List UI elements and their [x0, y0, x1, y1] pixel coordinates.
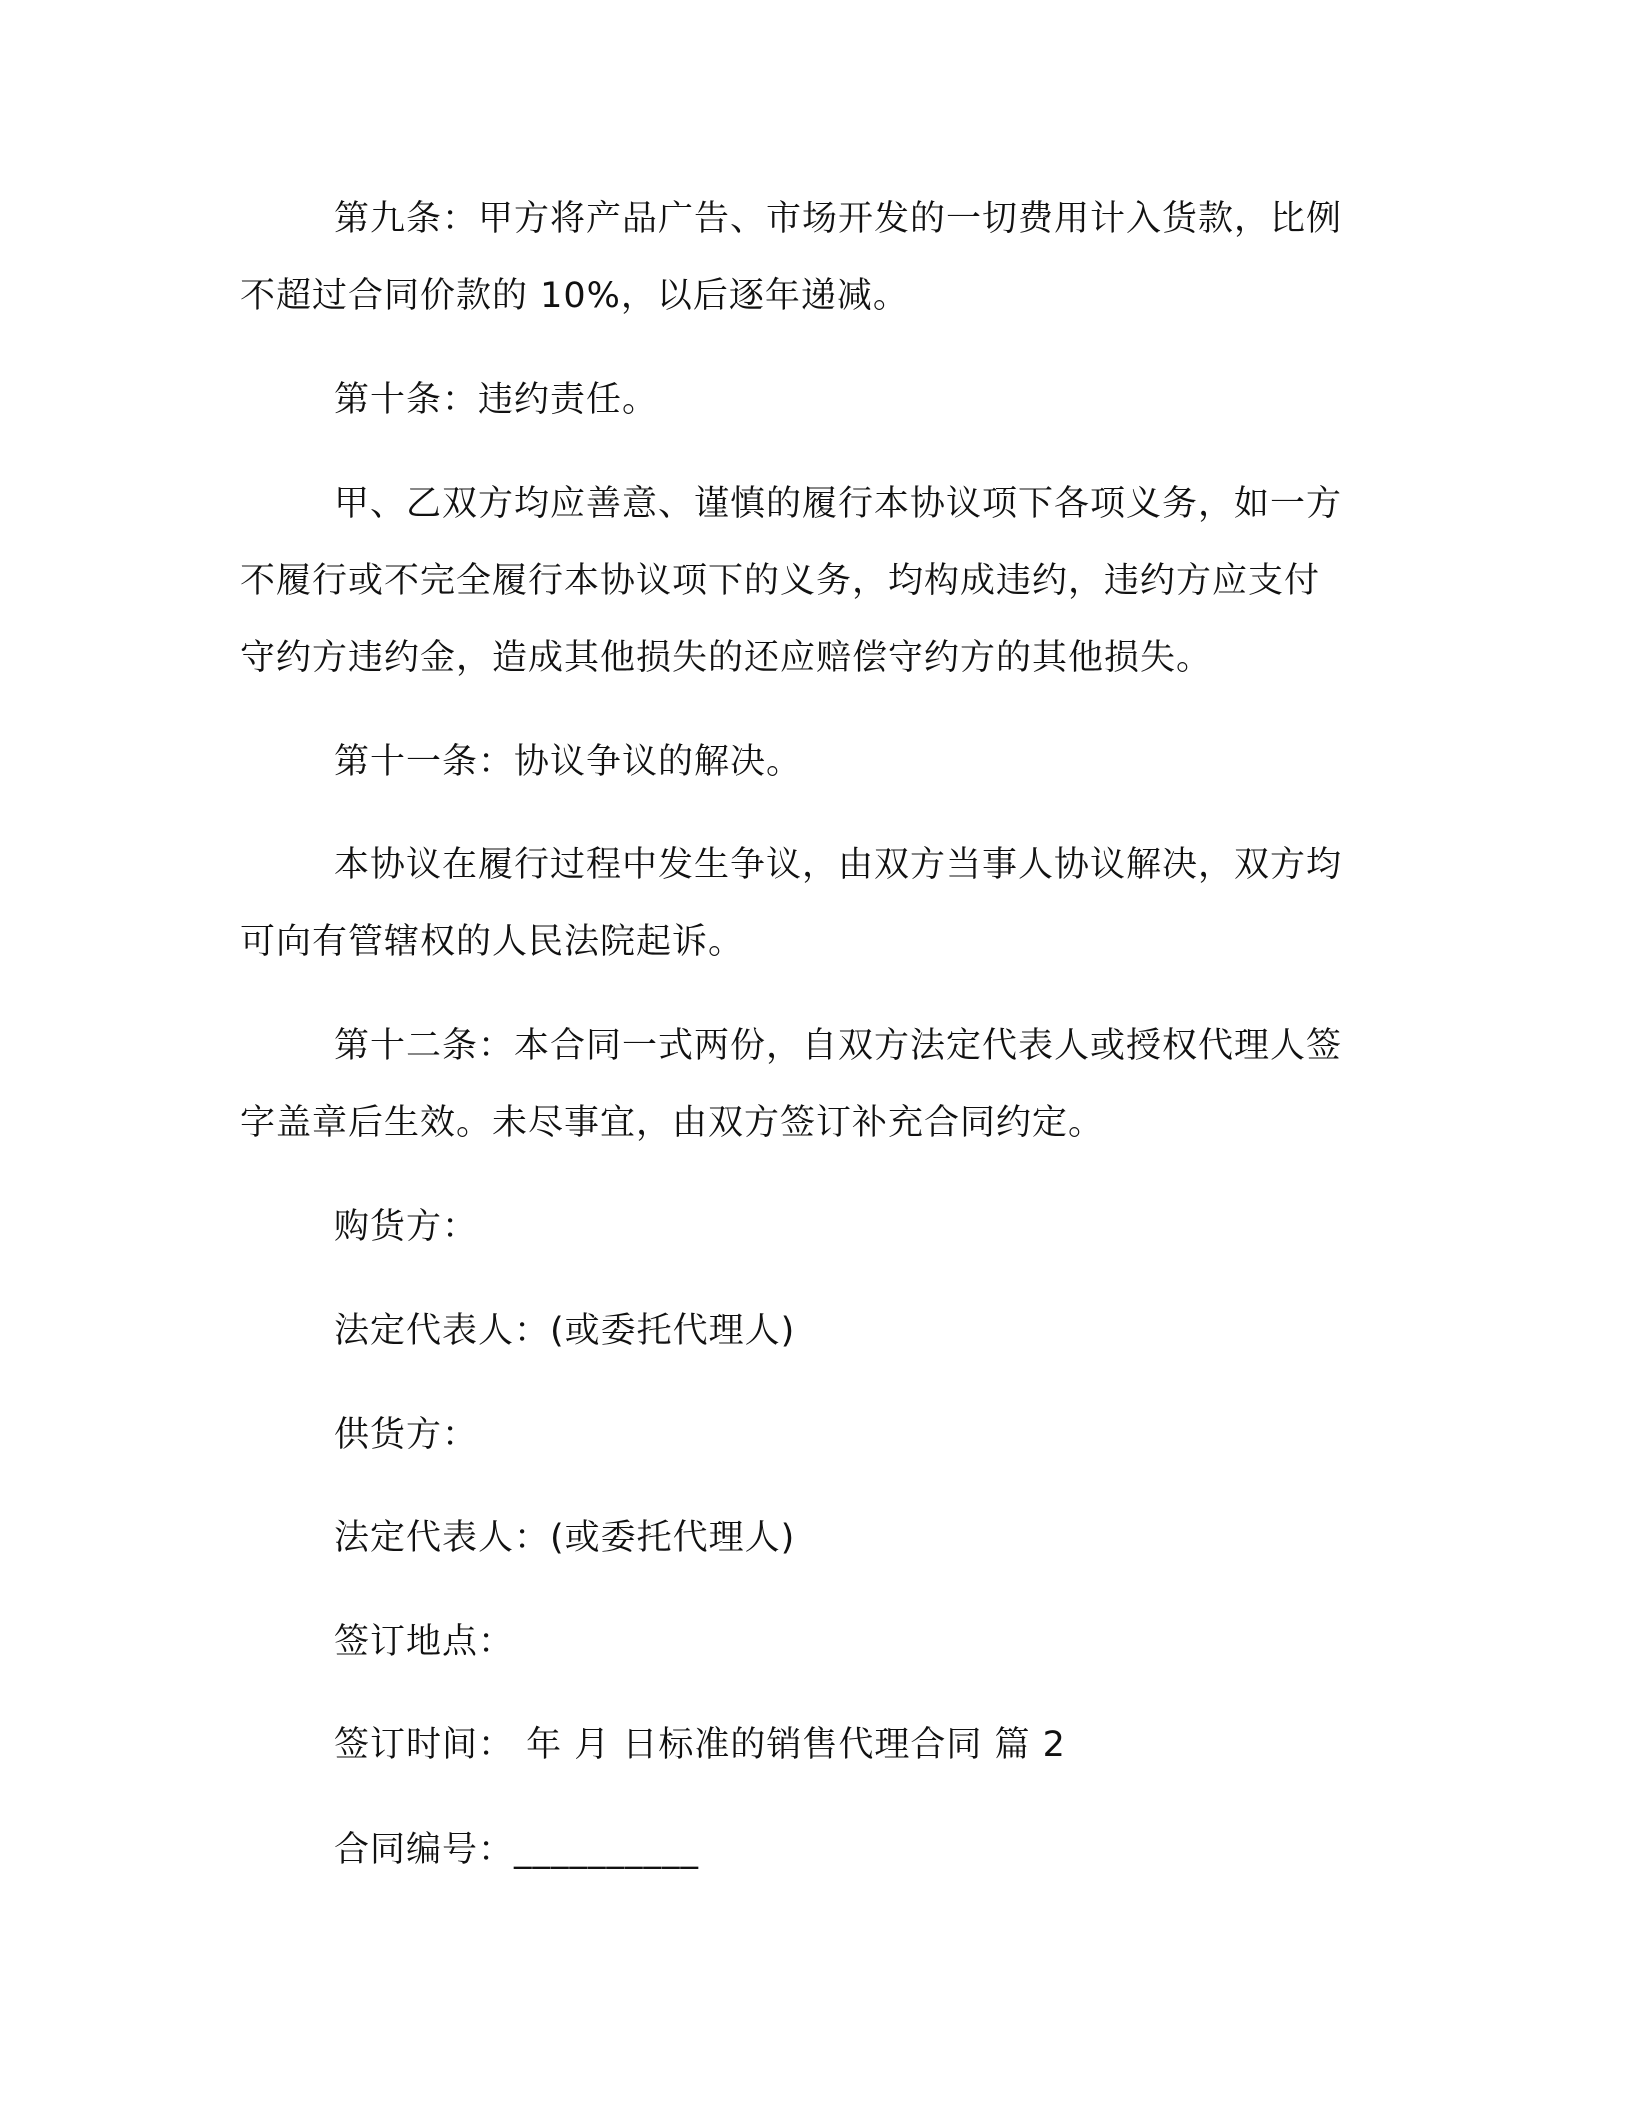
- dispute-paragraph-line-2: 可向有管辖权的人民法院起诉。: [240, 922, 745, 962]
- signing-place-label: 签订地点：: [334, 1622, 515, 1662]
- article-11-heading: 第十一条：协议争议的解决。: [334, 742, 803, 782]
- article-9-line-1: 第九条：甲方将产品广告、市场开发的一切费用计入货款，比例: [334, 199, 1343, 239]
- breach-paragraph-line-2: 不履行或不完全履行本协议项下的义务，均构成违约，违约方应支付: [240, 561, 1321, 601]
- breach-paragraph-line-3: 守约方违约金，造成其他损失的还应赔偿守约方的其他损失。: [240, 638, 1213, 678]
- dispute-paragraph-line-1: 本协议在履行过程中发生争议，由双方当事人协议解决，双方均: [334, 845, 1343, 885]
- breach-paragraph-line-1: 甲、乙双方均应善意、谨慎的履行本协议项下各项义务，如一方: [334, 484, 1343, 524]
- article-12-line-2: 字盖章后生效。未尽事宜，由双方签订补充合同约定。: [240, 1103, 1105, 1143]
- buyer-label: 购货方：: [334, 1207, 479, 1247]
- article-9-line-2: 不超过合同价款的 10%，以后逐年递减。: [240, 276, 909, 316]
- buyer-representative-label: 法定代表人：(或委托代理人): [334, 1311, 796, 1351]
- article-12-line-1: 第十二条：本合同一式两份，自双方法定代表人或授权代理人签: [334, 1026, 1343, 1066]
- signing-time-label: 签订时间： 年 月 日标准的销售代理合同 篇 2: [334, 1725, 1066, 1765]
- supplier-representative-label: 法定代表人：(或委托代理人): [334, 1518, 796, 1558]
- article-10-heading: 第十条：违约责任。: [334, 380, 659, 420]
- supplier-label: 供货方：: [334, 1415, 479, 1455]
- contract-number-label: 合同编号：__________: [334, 1830, 700, 1870]
